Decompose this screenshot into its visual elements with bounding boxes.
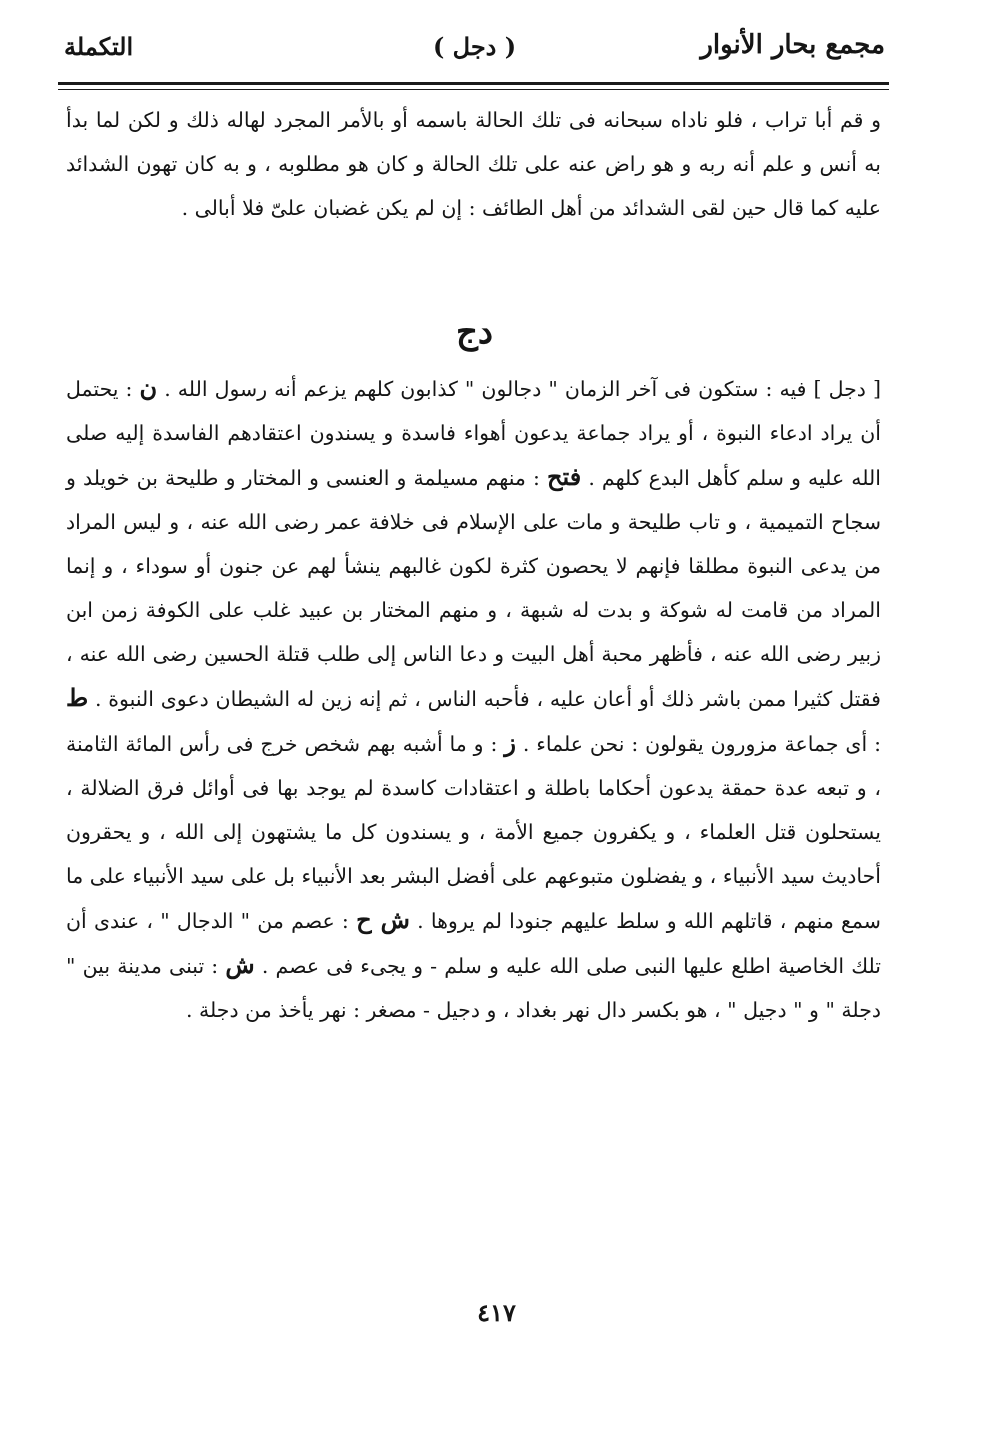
page-header: [64, 26, 885, 74]
abbr-z: ز: [504, 728, 516, 757]
entry-p1: [ دجل ] فيه : ستكون فى آخر الزمان " دجالون " كذابون كلهم يزعم أنه رسول الله .: [164, 377, 881, 401]
intro-paragraph: [66, 98, 881, 230]
abbr-shh: ش ح: [356, 905, 410, 934]
abbr-sh: ش: [225, 950, 255, 979]
entry-p2: : منهم مسيلمة و العنسى و المختار و طليحة بن خويلد و سجاح التميمية ، و تاب طليحة و مات على الإسلام فى خلافة عمر رضى الله عنه ، و ليس المراد من يدعى النبوة مطلقا فإنهم لا يحصون كثرة لكون غالبهم ينشأ لهم عن جنون أو سوداء ، و إنما المراد من قامت له شوكة و بدت له شبهة ، و منهم المختار بن عبيد غلب على الكوفة زمن ابن زبير رضى الله عنه ، فأظهر محبة أهل البيت و دعا الناس إلى طلب قتلة الحسين رضى الله عنه ، فقتل كثيرا ممن باشر ذلك أو أعان عليه ، فأحبه الناس ، ثم إنه زين له الشيطان دعوى النبوة .: [66, 466, 881, 711]
entry-p3: : و ما أشبه بهم شخص خرج فى رأس المائة الثامنة ، و تبعه عدة حمقة يدعون أحكاما باطلة و اعتقادات كاسدة لم يوجد بها فى أوائل فرق الضلالة ، يستحلون قتل العلماء ، و يكفرون جميع الأمة ، و يسندون كل ما يشتهون إلى الله ، و يحقرون أحاديث سيد الأنبياء ، و يفضلون متبوعهم على أفضل البشر بعد الأنبياء بل على سيد الأنبياء على ما سمع منهم ، قاتلهم الله و سلط عليهم جنودا لم يروها .: [66, 732, 881, 933]
section-name: التكملة: [64, 32, 134, 61]
book-title: مجمع بحار الأنوار: [700, 30, 885, 60]
page-number: ٤١٧: [477, 1298, 516, 1327]
header-rule-thick: [58, 82, 889, 85]
entry-word-heading: ( دجل ): [432, 32, 517, 61]
entry-p3b: : عصم من " الدجال " ، عندى أن تلك الخاصية اطلع عليها النبى صلى الله عليه و سلم - و يجىء فى عصم .: [66, 909, 881, 978]
entry-p1b: : يحتمل أن يراد ادعاء النبوة ، أو يراد جماعة يدعون أهواء فاسدة و يسندون اعتقادهم الفاسدة إليه صلى الله عليه و سلم كأهل البدع كلهم .: [66, 377, 881, 490]
abbr-n: ن: [139, 373, 158, 402]
intro-text: و قم أبا تراب ، فلو ناداه سبحانه فى تلك الحالة باسمه أو بالأمر المجرد لهاله ذلك و لكن لما بدأ به أنس و علم أنه ربه و هو راض عنه على تلك الحالة و كان هو مطلوبه ، و به كان تهون الشدائد عليه كما قال حين لقى الشدائد من أهل الطائف : إن لم يكن غضبان علىّ فلا أبالى .: [66, 108, 881, 220]
entry-body: [66, 366, 881, 1032]
entry-p2b: : أى جماعة مزورون يقولون : نحن علماء .: [522, 732, 881, 756]
section-heading: دج: [455, 312, 494, 352]
abbr-fath: فتح: [547, 462, 582, 491]
header-rule-thin: [58, 89, 889, 90]
entry-p3c: : تبنى مدينة بين " دجلة " و " دجيل " ، هو بكسر دال نهر بغداد ، و دجيل - مصغر : نهر يأخذ من دجلة .: [66, 954, 881, 1022]
entry-text: [66, 366, 881, 1032]
abbr-t: ط: [66, 683, 89, 712]
